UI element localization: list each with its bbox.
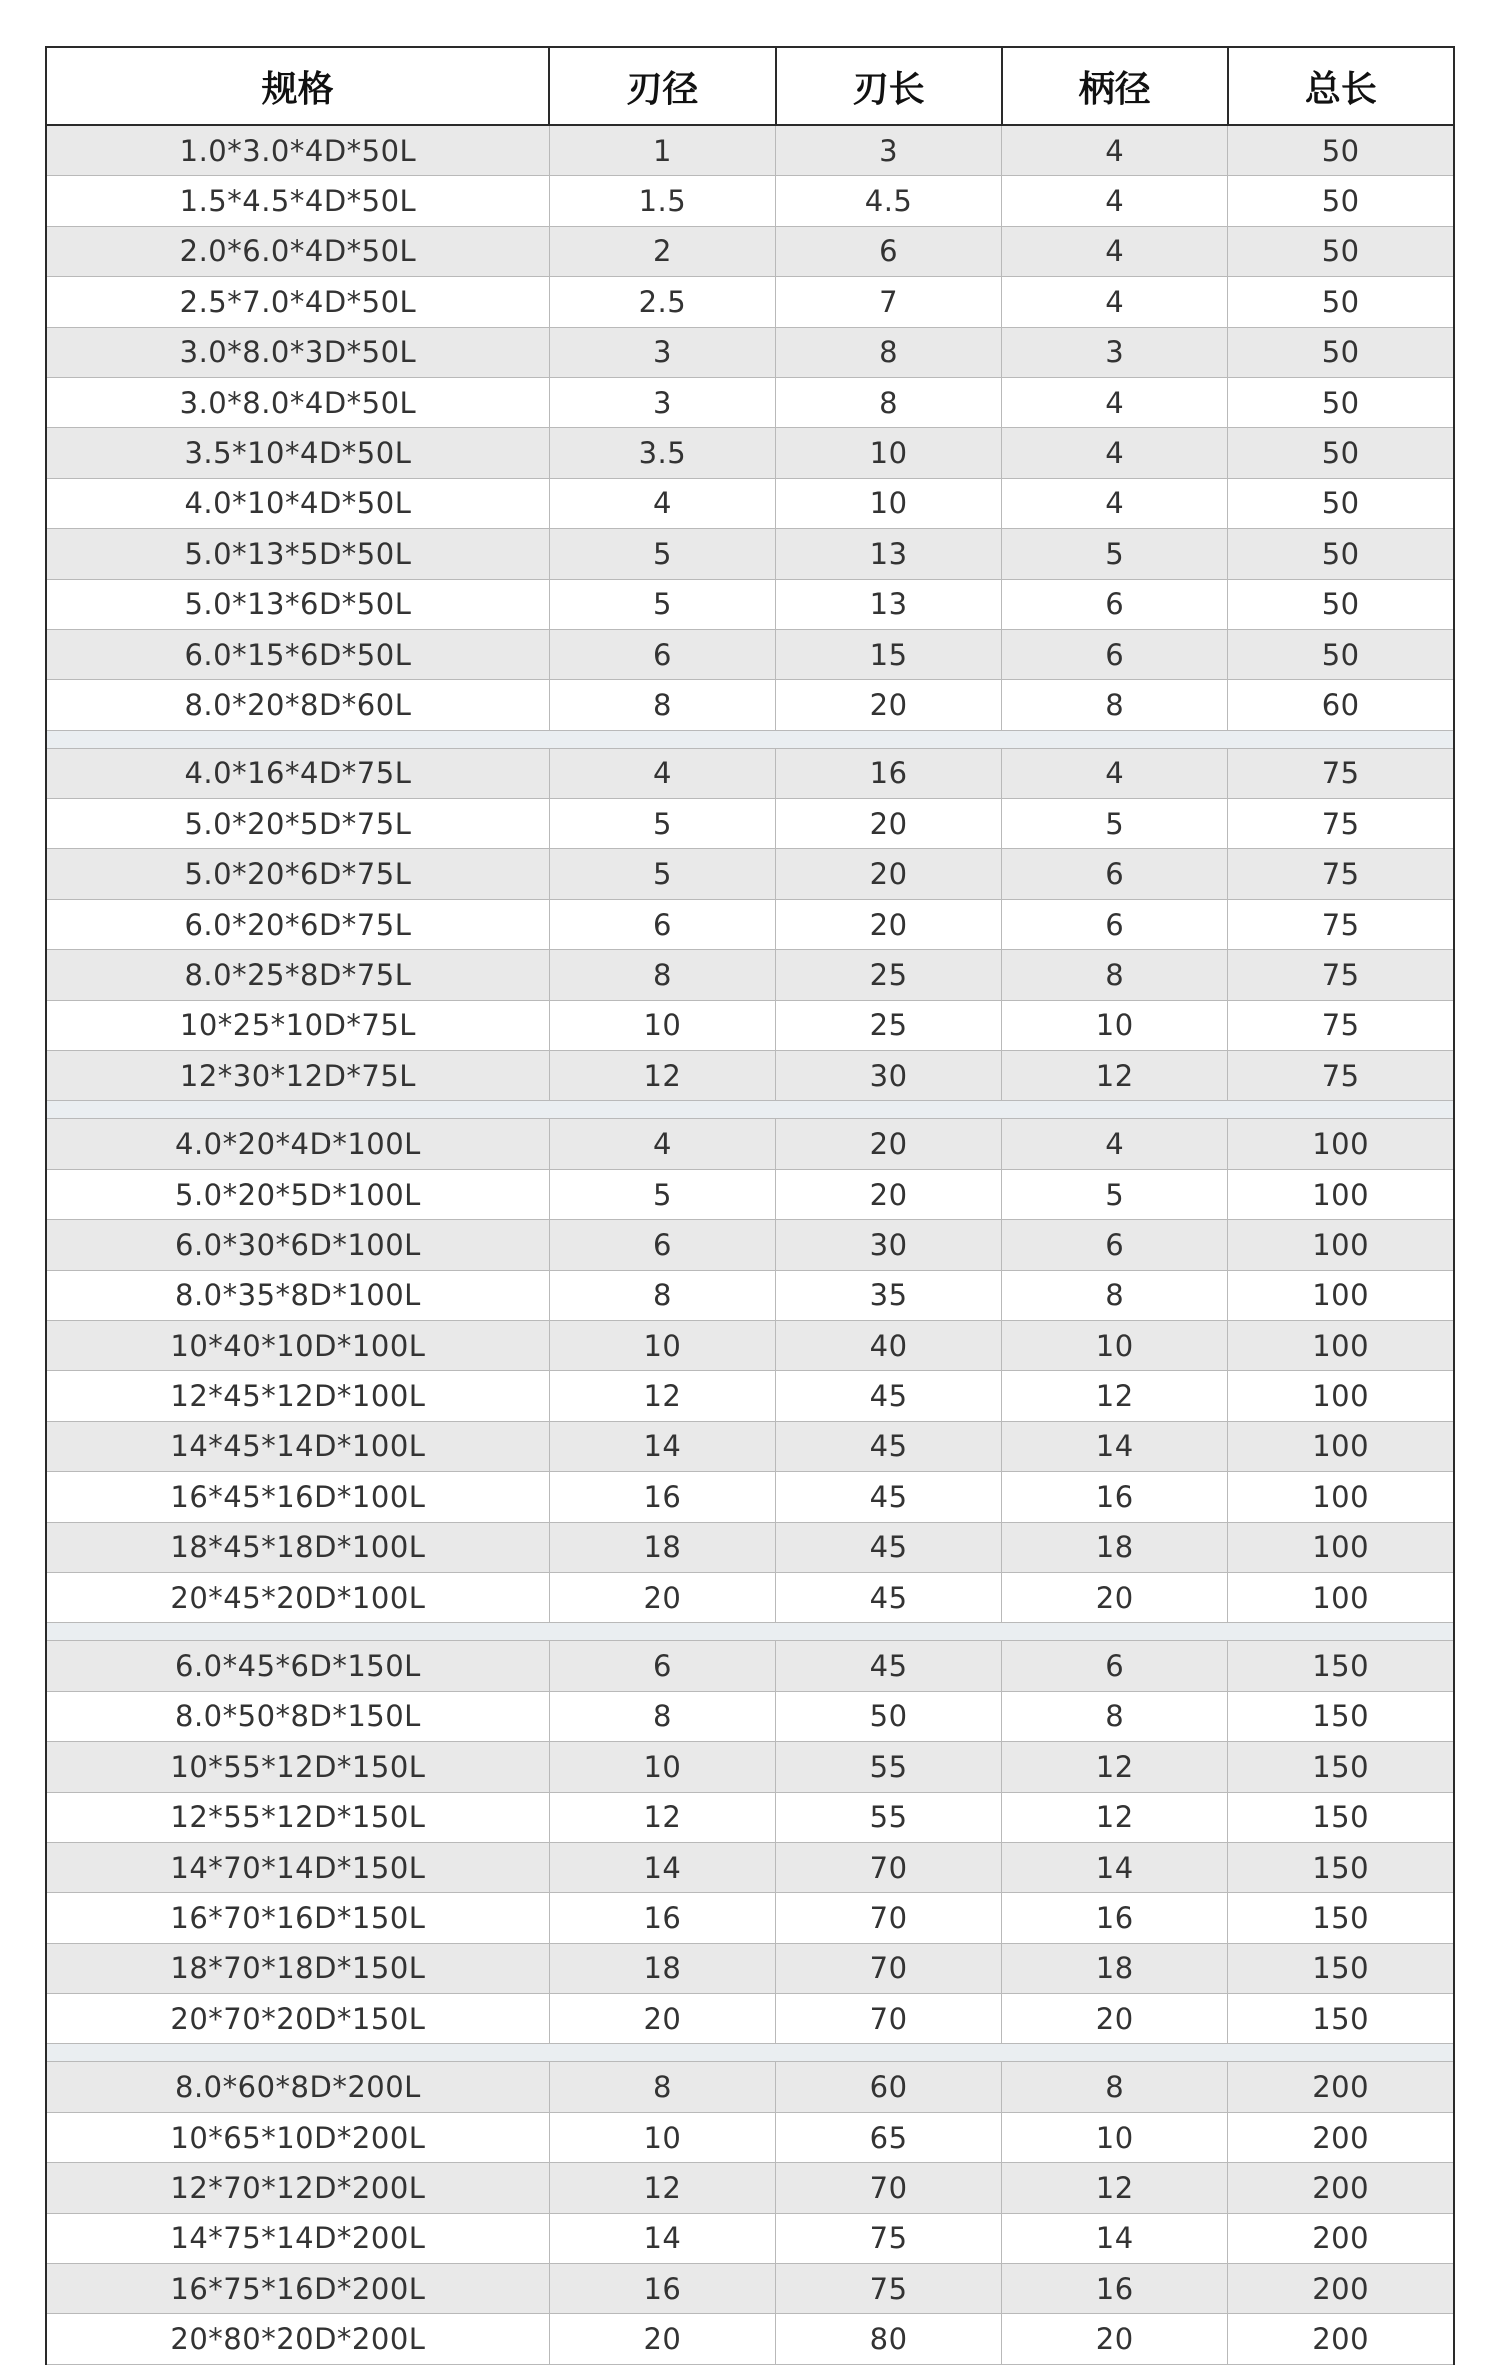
cell-blade-length: 25 <box>776 1000 1002 1050</box>
cell-shank-diameter: 4 <box>1002 1119 1228 1169</box>
cell-spec: 18*70*18D*150L <box>46 1943 549 1993</box>
cell-shank-diameter: 10 <box>1002 1320 1228 1370</box>
table-row <box>46 2213 1454 2263</box>
group-separator <box>46 2044 1454 2062</box>
cell-blade-diameter: 2.5 <box>549 277 775 327</box>
cell-total-length: 50 <box>1228 529 1454 579</box>
cell-spec: 6.0*15*6D*50L <box>46 629 549 679</box>
cell-spec: 2.0*6.0*4D*50L <box>46 226 549 276</box>
cell-shank-diameter: 16 <box>1002 2264 1228 2314</box>
cell-blade-diameter: 3 <box>549 377 775 427</box>
table-row <box>46 1641 1454 1691</box>
cell-spec: 8.0*50*8D*150L <box>46 1691 549 1741</box>
cell-total-length: 200 <box>1228 2314 1454 2364</box>
cell-total-length: 100 <box>1228 1371 1454 1421</box>
cell-shank-diameter: 4 <box>1002 377 1228 427</box>
table-row <box>46 1169 1454 1219</box>
table-row <box>46 428 1454 478</box>
header-blade-diameter: 刃径 <box>549 47 775 125</box>
cell-spec: 16*75*16D*200L <box>46 2264 549 2314</box>
group-separator <box>46 1101 1454 1119</box>
cell-total-length: 150 <box>1228 1994 1454 2044</box>
cell-blade-length: 80 <box>776 2314 1002 2364</box>
cell-blade-length: 45 <box>776 1641 1002 1691</box>
cell-blade-length: 70 <box>776 2163 1002 2213</box>
cell-spec: 20*80*20D*200L <box>46 2314 549 2364</box>
cell-spec: 10*25*10D*75L <box>46 1000 549 1050</box>
cell-shank-diameter: 4 <box>1002 125 1228 176</box>
table-row <box>46 176 1454 226</box>
cell-blade-length: 75 <box>776 2264 1002 2314</box>
cell-total-length: 150 <box>1228 1641 1454 1691</box>
separator-cell <box>46 2044 1454 2062</box>
cell-blade-diameter: 8 <box>549 1270 775 1320</box>
cell-blade-diameter: 3.5 <box>549 428 775 478</box>
cell-blade-diameter: 20 <box>549 1994 775 2044</box>
cell-total-length: 50 <box>1228 327 1454 377</box>
cell-blade-diameter: 4 <box>549 478 775 528</box>
cell-shank-diameter: 6 <box>1002 629 1228 679</box>
table-row <box>46 680 1454 730</box>
table-row <box>46 629 1454 679</box>
cell-blade-length: 75 <box>776 2213 1002 2263</box>
table-row <box>46 2112 1454 2162</box>
table-row <box>46 1943 1454 1993</box>
cell-spec: 6.0*20*6D*75L <box>46 899 549 949</box>
cell-blade-diameter: 10 <box>549 1742 775 1792</box>
cell-total-length: 150 <box>1228 1842 1454 1892</box>
cell-blade-length: 15 <box>776 629 1002 679</box>
table-row <box>46 1994 1454 2044</box>
cell-blade-diameter: 10 <box>549 2112 775 2162</box>
group-separator <box>46 1623 1454 1641</box>
cell-shank-diameter: 3 <box>1002 327 1228 377</box>
cell-blade-diameter: 1 <box>549 125 775 176</box>
separator-cell <box>46 1101 1454 1119</box>
table-body <box>46 125 1454 2364</box>
table-row <box>46 1742 1454 1792</box>
cell-spec: 12*55*12D*150L <box>46 1792 549 1842</box>
table-row <box>46 579 1454 629</box>
cell-total-length: 100 <box>1228 1522 1454 1572</box>
table-row <box>46 478 1454 528</box>
spec-table <box>45 46 1455 2365</box>
cell-spec: 14*75*14D*200L <box>46 2213 549 2263</box>
cell-blade-length: 8 <box>776 377 1002 427</box>
cell-blade-length: 70 <box>776 1994 1002 2044</box>
cell-blade-length: 25 <box>776 950 1002 1000</box>
table-row <box>46 327 1454 377</box>
cell-shank-diameter: 4 <box>1002 226 1228 276</box>
cell-blade-length: 30 <box>776 1051 1002 1101</box>
cell-blade-length: 35 <box>776 1270 1002 1320</box>
cell-spec: 4.0*10*4D*50L <box>46 478 549 528</box>
cell-spec: 1.5*4.5*4D*50L <box>46 176 549 226</box>
cell-blade-diameter: 4 <box>549 1119 775 1169</box>
cell-blade-length: 13 <box>776 529 1002 579</box>
cell-blade-diameter: 3 <box>549 327 775 377</box>
cell-spec: 10*40*10D*100L <box>46 1320 549 1370</box>
cell-shank-diameter: 12 <box>1002 1792 1228 1842</box>
cell-blade-length: 40 <box>776 1320 1002 1370</box>
cell-spec: 8.0*20*8D*60L <box>46 680 549 730</box>
cell-shank-diameter: 4 <box>1002 428 1228 478</box>
cell-blade-length: 55 <box>776 1742 1002 1792</box>
cell-total-length: 100 <box>1228 1119 1454 1169</box>
cell-total-length: 75 <box>1228 899 1454 949</box>
table-row <box>46 799 1454 849</box>
cell-blade-length: 13 <box>776 579 1002 629</box>
cell-spec: 3.5*10*4D*50L <box>46 428 549 478</box>
cell-blade-length: 45 <box>776 1522 1002 1572</box>
cell-shank-diameter: 6 <box>1002 849 1228 899</box>
cell-total-length: 200 <box>1228 2062 1454 2112</box>
table-row <box>46 1320 1454 1370</box>
cell-blade-length: 8 <box>776 327 1002 377</box>
table-row <box>46 899 1454 949</box>
cell-total-length: 150 <box>1228 1742 1454 1792</box>
cell-total-length: 50 <box>1228 478 1454 528</box>
cell-blade-diameter: 8 <box>549 1691 775 1741</box>
cell-spec: 20*70*20D*150L <box>46 1994 549 2044</box>
cell-shank-diameter: 18 <box>1002 1522 1228 1572</box>
cell-shank-diameter: 4 <box>1002 176 1228 226</box>
table-row <box>46 1371 1454 1421</box>
cell-total-length: 150 <box>1228 1792 1454 1842</box>
cell-blade-diameter: 12 <box>549 1051 775 1101</box>
cell-blade-diameter: 6 <box>549 1641 775 1691</box>
cell-spec: 14*70*14D*150L <box>46 1842 549 1892</box>
cell-spec: 20*45*20D*100L <box>46 1572 549 1622</box>
table-row <box>46 125 1454 176</box>
cell-blade-diameter: 20 <box>549 1572 775 1622</box>
cell-total-length: 100 <box>1228 1572 1454 1622</box>
table-row <box>46 226 1454 276</box>
cell-blade-diameter: 1.5 <box>549 176 775 226</box>
cell-spec: 8.0*35*8D*100L <box>46 1270 549 1320</box>
cell-shank-diameter: 12 <box>1002 1371 1228 1421</box>
cell-blade-diameter: 10 <box>549 1320 775 1370</box>
cell-total-length: 200 <box>1228 2213 1454 2263</box>
cell-spec: 3.0*8.0*3D*50L <box>46 327 549 377</box>
cell-total-length: 100 <box>1228 1472 1454 1522</box>
cell-spec: 6.0*45*6D*150L <box>46 1641 549 1691</box>
cell-total-length: 75 <box>1228 1051 1454 1101</box>
header-total-length: 总长 <box>1228 47 1454 125</box>
table-row <box>46 1842 1454 1892</box>
cell-total-length: 150 <box>1228 1691 1454 1741</box>
cell-shank-diameter: 10 <box>1002 2112 1228 2162</box>
cell-total-length: 50 <box>1228 377 1454 427</box>
cell-blade-diameter: 2 <box>549 226 775 276</box>
cell-total-length: 50 <box>1228 579 1454 629</box>
cell-shank-diameter: 14 <box>1002 1842 1228 1892</box>
separator-cell <box>46 1623 1454 1641</box>
cell-blade-diameter: 5 <box>549 799 775 849</box>
cell-shank-diameter: 12 <box>1002 1051 1228 1101</box>
cell-blade-diameter: 18 <box>549 1522 775 1572</box>
table-row <box>46 277 1454 327</box>
cell-total-length: 50 <box>1228 428 1454 478</box>
cell-shank-diameter: 6 <box>1002 579 1228 629</box>
table-row <box>46 1572 1454 1622</box>
table-row <box>46 2163 1454 2213</box>
cell-shank-diameter: 6 <box>1002 899 1228 949</box>
cell-blade-length: 10 <box>776 428 1002 478</box>
cell-total-length: 100 <box>1228 1421 1454 1471</box>
cell-shank-diameter: 20 <box>1002 2314 1228 2364</box>
cell-spec: 10*65*10D*200L <box>46 2112 549 2162</box>
cell-blade-length: 20 <box>776 1119 1002 1169</box>
cell-blade-diameter: 5 <box>549 529 775 579</box>
table-row <box>46 529 1454 579</box>
table-row <box>46 748 1454 798</box>
separator-cell <box>46 730 1454 748</box>
cell-total-length: 75 <box>1228 849 1454 899</box>
cell-shank-diameter: 8 <box>1002 2062 1228 2112</box>
cell-blade-diameter: 5 <box>549 579 775 629</box>
cell-spec: 6.0*30*6D*100L <box>46 1220 549 1270</box>
cell-blade-diameter: 14 <box>549 2213 775 2263</box>
cell-shank-diameter: 4 <box>1002 277 1228 327</box>
cell-spec: 2.5*7.0*4D*50L <box>46 277 549 327</box>
cell-shank-diameter: 6 <box>1002 1641 1228 1691</box>
cell-blade-length: 65 <box>776 2112 1002 2162</box>
cell-total-length: 100 <box>1228 1320 1454 1370</box>
cell-shank-diameter: 16 <box>1002 1893 1228 1943</box>
cell-blade-diameter: 12 <box>549 1792 775 1842</box>
cell-blade-diameter: 4 <box>549 748 775 798</box>
cell-spec: 4.0*20*4D*100L <box>46 1119 549 1169</box>
cell-shank-diameter: 8 <box>1002 1691 1228 1741</box>
cell-blade-length: 20 <box>776 849 1002 899</box>
cell-shank-diameter: 10 <box>1002 1000 1228 1050</box>
cell-blade-diameter: 20 <box>549 2314 775 2364</box>
cell-total-length: 200 <box>1228 2264 1454 2314</box>
table-row <box>46 1691 1454 1741</box>
cell-blade-length: 30 <box>776 1220 1002 1270</box>
cell-blade-length: 3 <box>776 125 1002 176</box>
cell-blade-length: 50 <box>776 1691 1002 1741</box>
cell-shank-diameter: 14 <box>1002 2213 1228 2263</box>
table-row <box>46 950 1454 1000</box>
cell-shank-diameter: 12 <box>1002 2163 1228 2213</box>
table-row <box>46 2264 1454 2314</box>
cell-blade-length: 16 <box>776 748 1002 798</box>
table-row <box>46 377 1454 427</box>
cell-shank-diameter: 8 <box>1002 680 1228 730</box>
cell-blade-length: 6 <box>776 226 1002 276</box>
table-row <box>46 1792 1454 1842</box>
cell-total-length: 50 <box>1228 629 1454 679</box>
cell-blade-diameter: 14 <box>549 1421 775 1471</box>
cell-spec: 5.0*13*6D*50L <box>46 579 549 629</box>
cell-blade-diameter: 8 <box>549 680 775 730</box>
table-row <box>46 1119 1454 1169</box>
cell-blade-length: 20 <box>776 1169 1002 1219</box>
cell-shank-diameter: 16 <box>1002 1472 1228 1522</box>
cell-blade-length: 70 <box>776 1943 1002 1993</box>
cell-blade-length: 70 <box>776 1842 1002 1892</box>
cell-spec: 5.0*13*5D*50L <box>46 529 549 579</box>
table-row <box>46 2062 1454 2112</box>
cell-blade-length: 20 <box>776 799 1002 849</box>
cell-total-length: 100 <box>1228 1270 1454 1320</box>
table-row <box>46 1000 1454 1050</box>
cell-shank-diameter: 8 <box>1002 950 1228 1000</box>
cell-spec: 16*70*16D*150L <box>46 1893 549 1943</box>
table-row <box>46 849 1454 899</box>
cell-shank-diameter: 12 <box>1002 1742 1228 1792</box>
cell-total-length: 50 <box>1228 176 1454 226</box>
table-row <box>46 1421 1454 1471</box>
cell-total-length: 100 <box>1228 1220 1454 1270</box>
cell-total-length: 200 <box>1228 2112 1454 2162</box>
cell-blade-diameter: 6 <box>549 1220 775 1270</box>
table-row <box>46 1472 1454 1522</box>
cell-blade-diameter: 16 <box>549 1893 775 1943</box>
cell-blade-length: 60 <box>776 2062 1002 2112</box>
cell-shank-diameter: 14 <box>1002 1421 1228 1471</box>
cell-blade-diameter: 16 <box>549 1472 775 1522</box>
cell-shank-diameter: 4 <box>1002 748 1228 798</box>
cell-total-length: 100 <box>1228 1169 1454 1219</box>
cell-spec: 3.0*8.0*4D*50L <box>46 377 549 427</box>
cell-total-length: 50 <box>1228 277 1454 327</box>
table-row <box>46 2314 1454 2364</box>
cell-shank-diameter: 5 <box>1002 1169 1228 1219</box>
cell-blade-diameter: 5 <box>549 849 775 899</box>
cell-total-length: 75 <box>1228 748 1454 798</box>
cell-blade-length: 55 <box>776 1792 1002 1842</box>
cell-total-length: 200 <box>1228 2163 1454 2213</box>
header-spec: 规格 <box>46 47 549 125</box>
cell-blade-length: 20 <box>776 899 1002 949</box>
cell-shank-diameter: 8 <box>1002 1270 1228 1320</box>
cell-total-length: 150 <box>1228 1943 1454 1993</box>
table-row <box>46 1270 1454 1320</box>
cell-spec: 10*55*12D*150L <box>46 1742 549 1792</box>
cell-spec: 4.0*16*4D*75L <box>46 748 549 798</box>
cell-blade-length: 45 <box>776 1421 1002 1471</box>
cell-blade-diameter: 10 <box>549 1000 775 1050</box>
cell-blade-diameter: 12 <box>549 2163 775 2213</box>
cell-spec: 14*45*14D*100L <box>46 1421 549 1471</box>
cell-spec: 12*30*12D*75L <box>46 1051 549 1101</box>
cell-total-length: 75 <box>1228 950 1454 1000</box>
cell-blade-diameter: 18 <box>549 1943 775 1993</box>
cell-blade-length: 7 <box>776 277 1002 327</box>
header-blade-length: 刃长 <box>776 47 1002 125</box>
cell-spec: 5.0*20*6D*75L <box>46 849 549 899</box>
cell-total-length: 150 <box>1228 1893 1454 1943</box>
cell-blade-diameter: 5 <box>549 1169 775 1219</box>
cell-blade-length: 20 <box>776 680 1002 730</box>
cell-spec: 12*45*12D*100L <box>46 1371 549 1421</box>
cell-total-length: 50 <box>1228 226 1454 276</box>
cell-blade-diameter: 6 <box>549 899 775 949</box>
cell-blade-diameter: 6 <box>549 629 775 679</box>
cell-spec: 5.0*20*5D*75L <box>46 799 549 849</box>
cell-shank-diameter: 5 <box>1002 529 1228 579</box>
cell-blade-diameter: 8 <box>549 950 775 1000</box>
cell-blade-length: 4.5 <box>776 176 1002 226</box>
cell-total-length: 60 <box>1228 680 1454 730</box>
cell-spec: 18*45*18D*100L <box>46 1522 549 1572</box>
table-row <box>46 1522 1454 1572</box>
cell-blade-diameter: 8 <box>549 2062 775 2112</box>
cell-spec: 12*70*12D*200L <box>46 2163 549 2213</box>
cell-spec: 8.0*60*8D*200L <box>46 2062 549 2112</box>
cell-total-length: 75 <box>1228 799 1454 849</box>
cell-blade-diameter: 12 <box>549 1371 775 1421</box>
cell-spec: 16*45*16D*100L <box>46 1472 549 1522</box>
cell-shank-diameter: 20 <box>1002 1572 1228 1622</box>
cell-shank-diameter: 20 <box>1002 1994 1228 2044</box>
cell-blade-diameter: 14 <box>549 1842 775 1892</box>
table-row <box>46 1051 1454 1101</box>
cell-total-length: 75 <box>1228 1000 1454 1050</box>
cell-total-length: 50 <box>1228 125 1454 176</box>
cell-blade-diameter: 16 <box>549 2264 775 2314</box>
cell-blade-length: 45 <box>776 1371 1002 1421</box>
cell-shank-diameter: 18 <box>1002 1943 1228 1993</box>
cell-blade-length: 45 <box>776 1572 1002 1622</box>
cell-spec: 1.0*3.0*4D*50L <box>46 125 549 176</box>
cell-shank-diameter: 5 <box>1002 799 1228 849</box>
cell-blade-length: 70 <box>776 1893 1002 1943</box>
header-row <box>46 47 1454 125</box>
group-separator <box>46 730 1454 748</box>
table-row <box>46 1893 1454 1943</box>
table-row <box>46 1220 1454 1270</box>
cell-shank-diameter: 4 <box>1002 478 1228 528</box>
cell-spec: 5.0*20*5D*100L <box>46 1169 549 1219</box>
cell-blade-length: 10 <box>776 478 1002 528</box>
cell-blade-length: 45 <box>776 1472 1002 1522</box>
header-shank-diameter: 柄径 <box>1002 47 1228 125</box>
cell-shank-diameter: 6 <box>1002 1220 1228 1270</box>
cell-spec: 8.0*25*8D*75L <box>46 950 549 1000</box>
